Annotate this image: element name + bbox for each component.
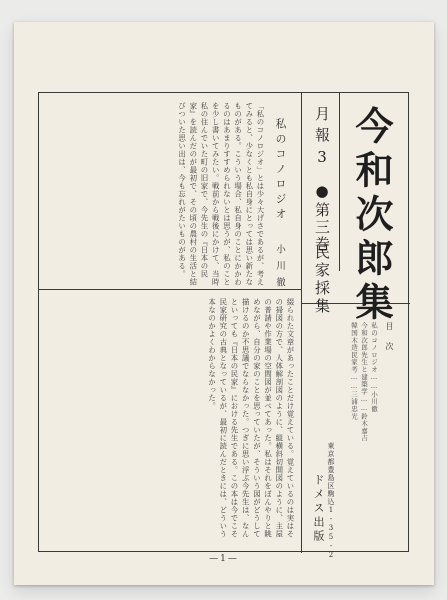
monthly-bulletin-page [14, 22, 434, 585]
essay-author: 小川徹 [274, 244, 285, 294]
bulletin-divider [339, 93, 340, 271]
essay-body-upper: 「私のコノロジオ」とは少々大げさであるが、考えてみると、少なくとも私自身にとっては思い新たなものがある。こういう場合、私自身のことにかかわるのはあまりすすめられないとは思うが、私のことを少し書いてみたい。戦前から戦後にかけて、当時私の住んでいた町の旧家で、今先生の『日本の民家』を読んだのが最初で、その頃の農村の生活と結びついた思い出は、今も忘れがたいものがある。 [177, 102, 265, 286]
publisher-address: 東京都豊島区駒込1-35-2 [327, 442, 335, 560]
volume-label: ●第三巻 [313, 182, 331, 253]
essay-body-lower: 綴られた文章があったことだけ覚えている。覚えているのは実はその掃図の方で、人体解剖図のように、縦横斜切開図のように、主屋の普請や作業場の空間図が並べてあった。私はそれをぼんやりと眺めながら、自分の家のことを思っていたが、そういう図がどうして描けるのか不思議でならなかった。つぎに思い浮ぶ今先生は、なんといっても『日本の民家』における先生である。この本は今でこそ民家研究の古典となっているが、最初に読んだときには、どういう本なのかよくわからなかった。 [207, 298, 295, 538]
contents-item-3: 韓国木造民家考……三浦忠光 [350, 322, 358, 420]
essay-title: 私のコノロジオ [274, 118, 287, 223]
contents-item-1: 私のコノロジオ……小川徹 [370, 322, 378, 413]
bulletin-label: 月報3 [313, 106, 331, 172]
series-title: 今和次郎集 [349, 106, 394, 326]
title-block-divider [301, 93, 302, 553]
contents-item-2: 今和次郎先生と建築学……鈴木嘉吉 [360, 322, 368, 442]
publisher-name: ドメス出版 [312, 474, 325, 544]
contents-heading: 目次 [385, 322, 394, 362]
volume-title: 民家採集 [313, 244, 331, 316]
column-divider [39, 289, 301, 290]
page-number: —1— [209, 554, 239, 564]
